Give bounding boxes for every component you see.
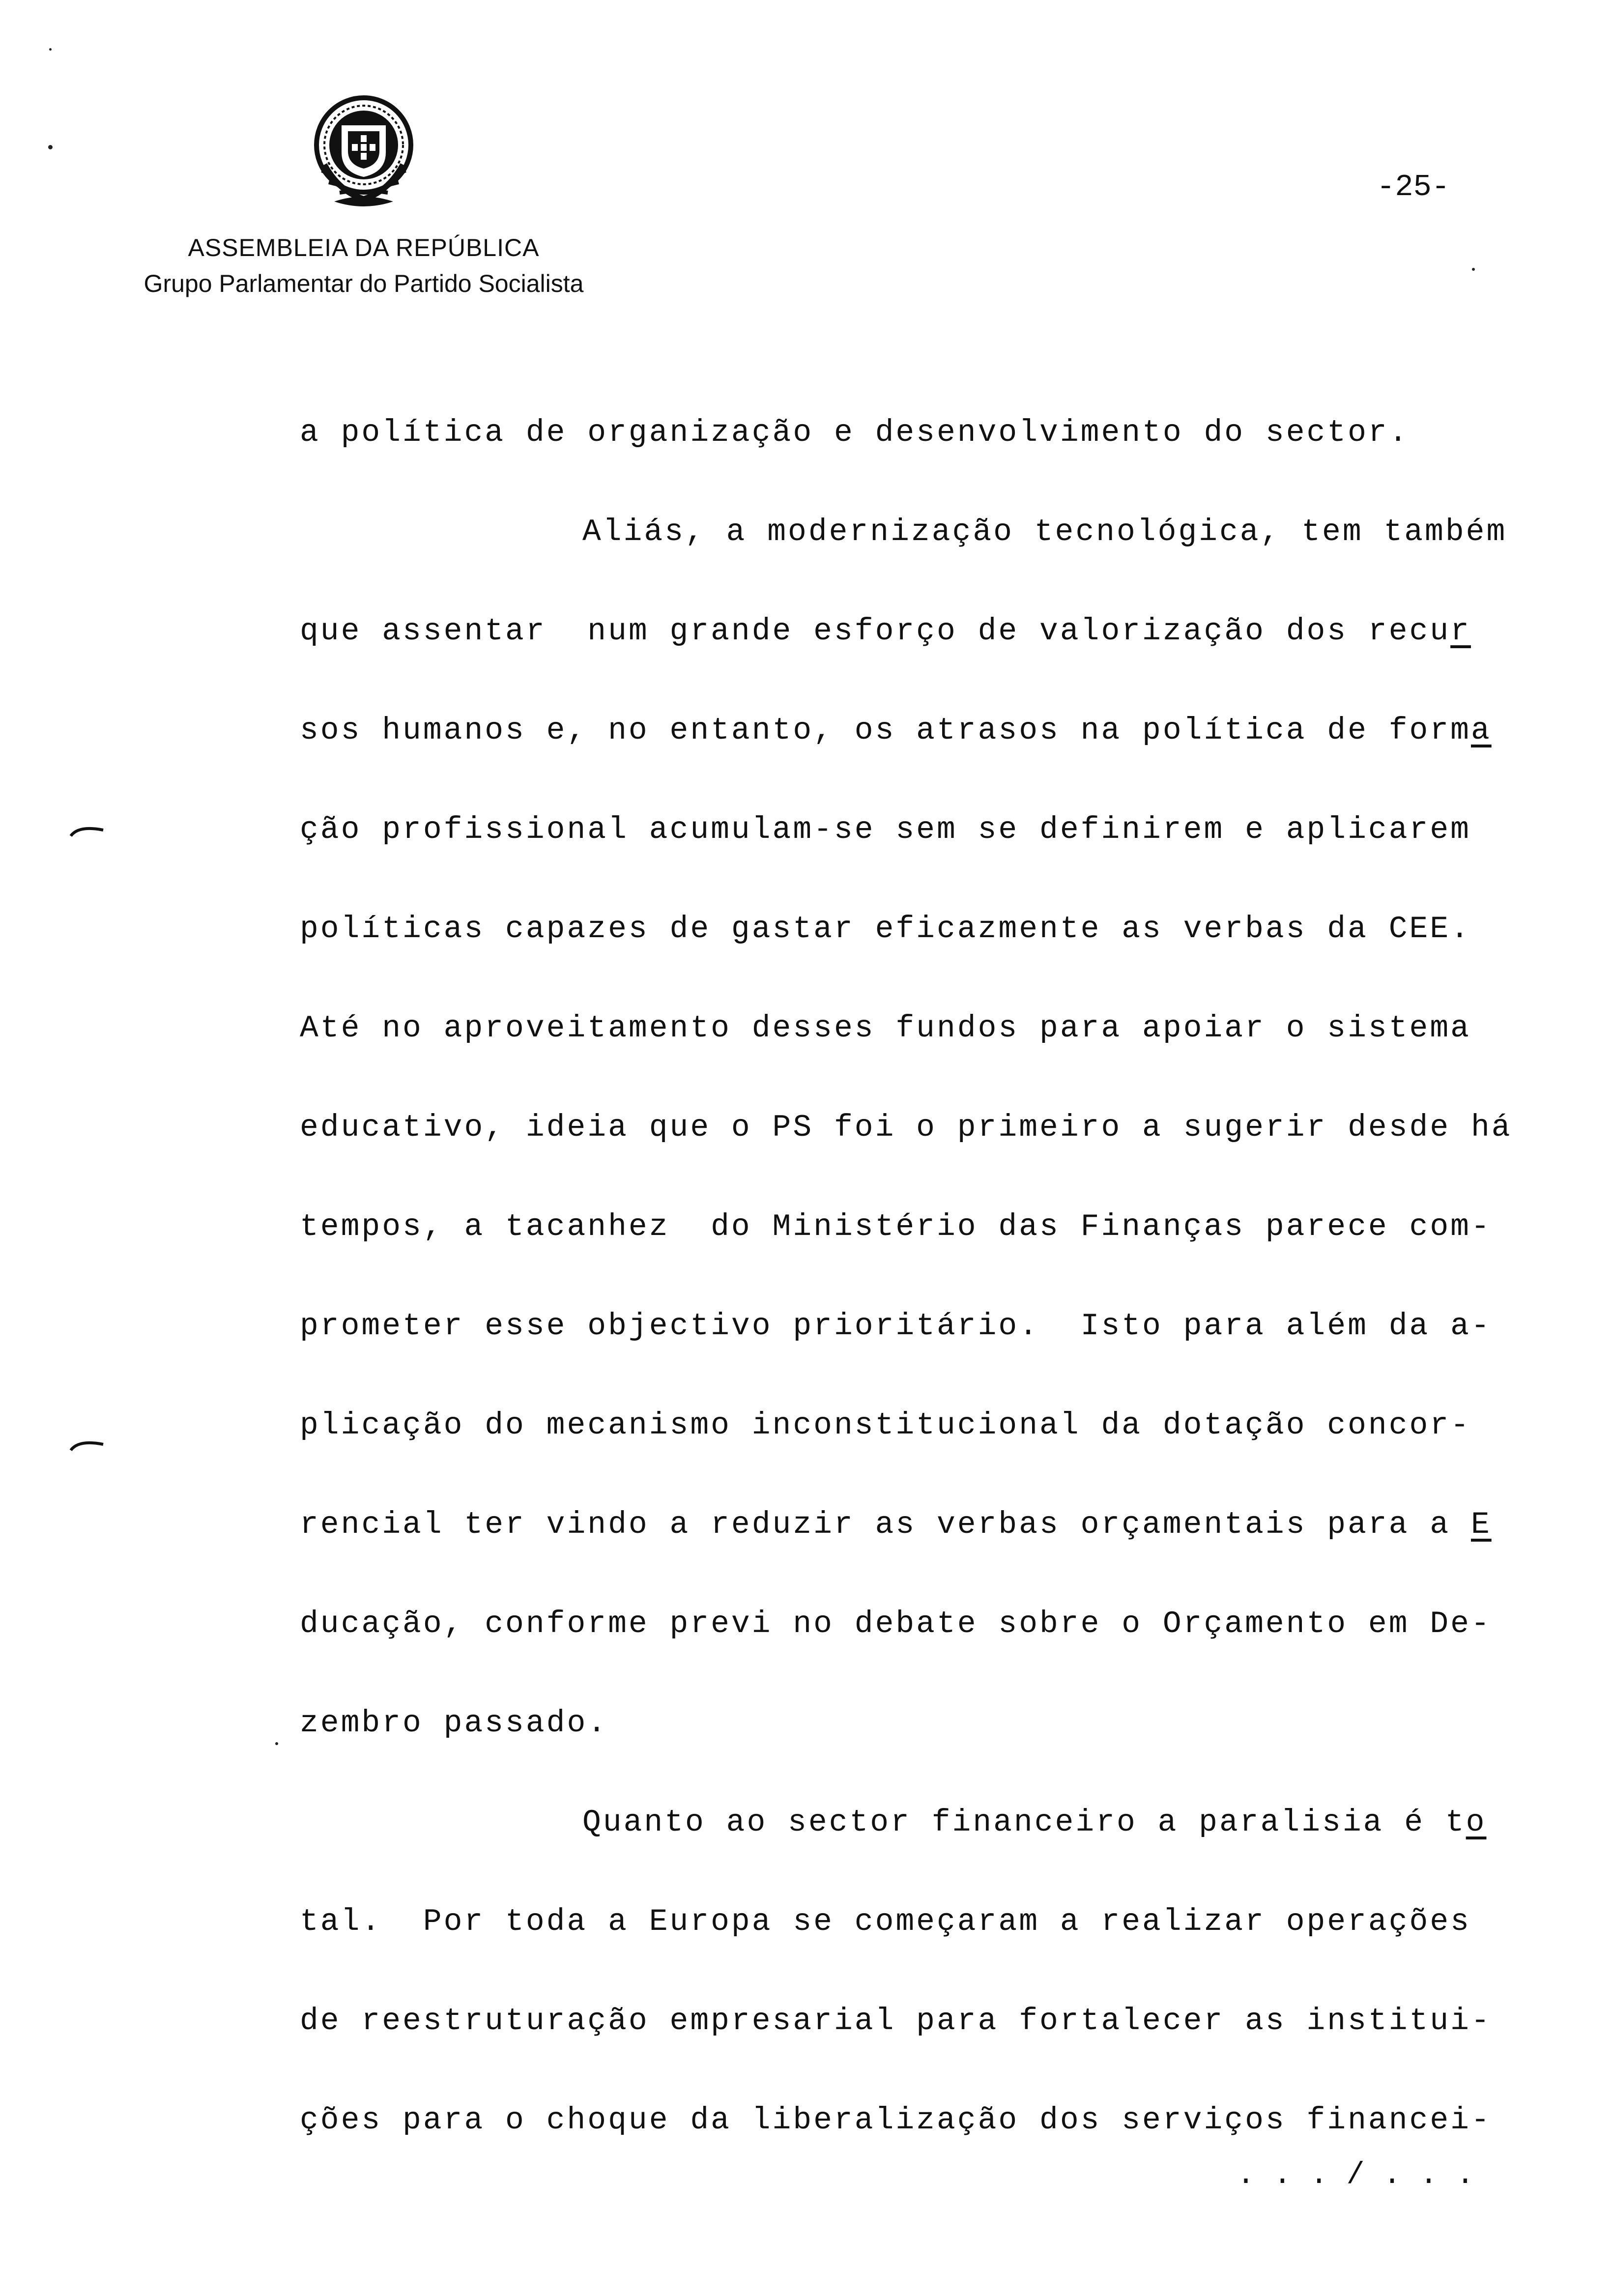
text-line-content: ções para o choque da liberalização dos serviços financei- <box>300 2103 1492 2138</box>
underlined-fragment: a <box>1470 713 1492 748</box>
text-line-content: zembro passado. <box>300 1706 608 1741</box>
text-line-content: educativo, ideia que o PS foi o primeiro a sugerir desde há <box>300 1110 1512 1145</box>
text-line <box>300 1110 1512 1209</box>
margin-mark <box>69 823 106 838</box>
text-line <box>300 614 1474 713</box>
text-line-content: de reestruturação empresarial para fortalecer as institui- <box>300 2004 1492 2038</box>
text-line-content: ducação, conforme previ no debate sobre o Orçamento em De- <box>300 1607 1492 1641</box>
page-number: -25- <box>1377 170 1450 204</box>
text-line-content: que assentar num grande esforço de valorização dos recu <box>300 614 1451 649</box>
text-line <box>300 1805 1487 1904</box>
text-line <box>300 713 1492 812</box>
scan-speck <box>49 48 52 51</box>
text-line-content: ção profissional acumulam-se sem se definirem e aplicarem <box>300 812 1471 847</box>
text-line-content: sos humanos e, no entanto, os atrasos na política de form <box>300 713 1471 748</box>
continuation-marker: . . . / . . . <box>1237 2157 1474 2192</box>
text-line <box>300 1309 1492 1408</box>
scan-speck <box>1472 268 1475 271</box>
text-line <box>300 1408 1474 1507</box>
text-line-content: Aliás, a modernização tecnológica, tem também <box>582 515 1507 549</box>
coat-of-arms-icon <box>295 91 432 219</box>
text-line-content: tempos, a tacanhez do Ministério das Finanças parece com- <box>300 1209 1492 1244</box>
text-line-content: rencial ter vindo a reduzir as verbas orçamentais para a <box>300 1507 1471 1542</box>
text-line-content: prometer esse objectivo prioritário. Isto para além da a- <box>300 1309 1492 1344</box>
text-line-content: tal. Por toda a Europa se começaram a realizar operações <box>300 1904 1471 1939</box>
text-line-content: Até no aproveitamento desses fundos para apoiar o sistema <box>300 1011 1471 1046</box>
parliamentary-group-name: Grupo Parlamentar do Partido Socialista <box>144 270 584 297</box>
text-line <box>300 415 1474 515</box>
scan-speck <box>48 145 53 149</box>
underlined-fragment: r <box>1450 614 1471 649</box>
text-line <box>300 812 1474 912</box>
text-line <box>300 1607 1492 1706</box>
text-line-content: a política de organização e desenvolvimento do sector. <box>300 415 1410 450</box>
text-line <box>300 1209 1492 1309</box>
text-line <box>300 515 1507 614</box>
scan-speck <box>275 1742 278 1745</box>
text-line-content: plicação do mecanismo inconstitucional da dotação concor- <box>300 1408 1471 1443</box>
text-line <box>300 1706 1474 1805</box>
underlined-fragment: E <box>1470 1507 1492 1542</box>
underlined-fragment: o <box>1466 1805 1487 1840</box>
text-line <box>300 2004 1492 2103</box>
text-line-content: Quanto ao sector financeiro a paralisia é t <box>582 1805 1466 1840</box>
text-line <box>300 1011 1474 1110</box>
text-line <box>300 912 1474 1011</box>
body-text <box>300 415 1512 2202</box>
text-line <box>300 1507 1492 1607</box>
margin-mark <box>69 1437 106 1452</box>
text-line <box>300 1904 1474 2004</box>
text-line-content: políticas capazes de gastar eficazmente as verbas da CEE. <box>300 912 1471 947</box>
institution-name: ASSEMBLEIA DA REPÚBLICA <box>188 234 540 261</box>
